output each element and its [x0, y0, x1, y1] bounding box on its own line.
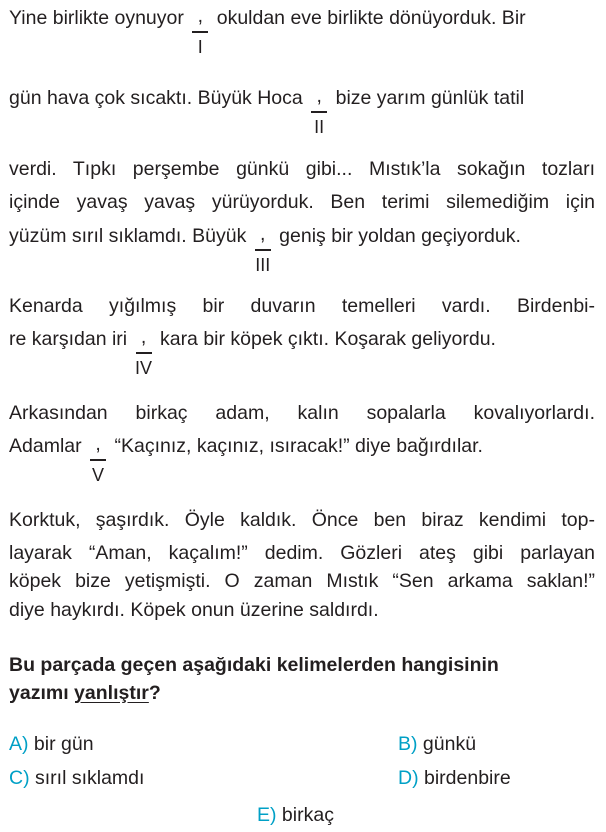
option-letter: B) — [398, 733, 418, 755]
passage-text: re karşıdan iri — [9, 328, 128, 350]
blank-label: III — [255, 255, 271, 275]
question-text-part: yazımı — [9, 682, 75, 704]
passage-text: okuldan eve birlikte dönüyorduk. Bir — [216, 7, 526, 29]
blank-symbol: , — [260, 223, 266, 245]
blank-symbol: , — [316, 85, 322, 107]
option-letter: E) — [257, 804, 277, 826]
passage-line-12: köpek bize yetişmişti. O zaman Mıstık “Sen arkama saklan!” — [9, 570, 595, 592]
option-text: günkü — [422, 733, 477, 755]
blank-underline — [255, 249, 271, 251]
blank-label: II — [314, 117, 325, 137]
passage-line-11: layarak “Aman, kaçalım!” dedim. Gözleri ateş gibi parlayan — [9, 542, 595, 564]
blank-symbol: , — [95, 433, 101, 455]
blank-symbol: , — [140, 326, 147, 348]
option-letter: D) — [398, 767, 419, 789]
question-line-1: Bu parçada geçen aşağıdaki kelimelerden hangisinin — [9, 654, 499, 676]
passage-text: bize yarım günlük tatil — [335, 87, 525, 109]
passage-text: Adamlar — [9, 435, 82, 457]
passage-line-3: verdi. Tıpkı perşembe günkü gibi... Mıstık’la sokağın tozları — [9, 158, 595, 180]
blank-label: V — [92, 465, 105, 485]
question-text — [9, 651, 595, 707]
numbered-blank-iii — [252, 223, 274, 275]
option-b[interactable] — [398, 732, 476, 756]
passage-text: “Kaçınız, kaçınız, ısıracak!” diye bağırdılar. — [114, 435, 483, 457]
blank-underline — [90, 459, 106, 461]
passage-line-10: Korktuk, şaşırdık. Öyle kaldık. Önce ben biraz kendimi top- — [9, 509, 595, 531]
passage-line-6: Kenarda yığılmış bir duvarın temelleri vardı. Birdenbi- — [9, 295, 595, 317]
passage-text: kara bir köpek çıktı. Koşarak geliyordu. — [159, 328, 496, 350]
passage-line-5 — [9, 223, 595, 275]
option-text: birdenbire — [424, 767, 511, 789]
question-emphasis: yanlıştır — [74, 682, 149, 704]
option-a[interactable] — [9, 732, 94, 756]
option-letter: C) — [9, 767, 30, 789]
blank-underline — [136, 352, 152, 354]
blank-underline — [192, 31, 208, 33]
passage-line-7 — [9, 326, 595, 378]
numbered-blank-iv — [133, 326, 155, 378]
blank-label: IV — [135, 358, 153, 378]
option-text: bir gün — [33, 733, 94, 755]
passage-line-13: diye haykırdı. Köpek onun üzerine saldırdı. — [9, 599, 379, 621]
numbered-blank-i — [189, 5, 211, 57]
passage-text: geniş bir yoldan geçiyorduk. — [279, 225, 521, 247]
passage-line-8: Arkasından birkaç adam, kalın sopalarla kovalıyorlardı. — [9, 402, 595, 424]
question-line-2 — [9, 679, 595, 707]
option-c[interactable] — [9, 766, 144, 790]
blank-label: I — [197, 37, 203, 57]
question-text-part: ? — [148, 682, 161, 704]
option-d[interactable] — [398, 766, 511, 790]
passage-text: yüzüm sırıl sıklamdı. Büyük — [9, 225, 247, 247]
passage-line-9 — [9, 433, 595, 485]
option-letter: A) — [9, 733, 29, 755]
numbered-blank-ii — [308, 85, 330, 137]
numbered-blank-v — [87, 433, 109, 485]
option-e[interactable] — [257, 803, 334, 827]
passage-text: Yine birlikte oynuyor — [9, 7, 184, 29]
option-text: sırıl sıklamdı — [35, 767, 145, 789]
passage-line-2 — [9, 85, 595, 137]
option-text: birkaç — [281, 804, 334, 826]
passage-text: gün hava çok sıcaktı. Büyük Hoca — [9, 87, 303, 109]
blank-symbol: , — [197, 5, 203, 27]
passage-line-1 — [9, 5, 595, 57]
passage-line-4: içinde yavaş yavaş yürüyorduk. Ben terimi silemediğim için — [9, 191, 595, 213]
blank-underline — [311, 111, 327, 113]
